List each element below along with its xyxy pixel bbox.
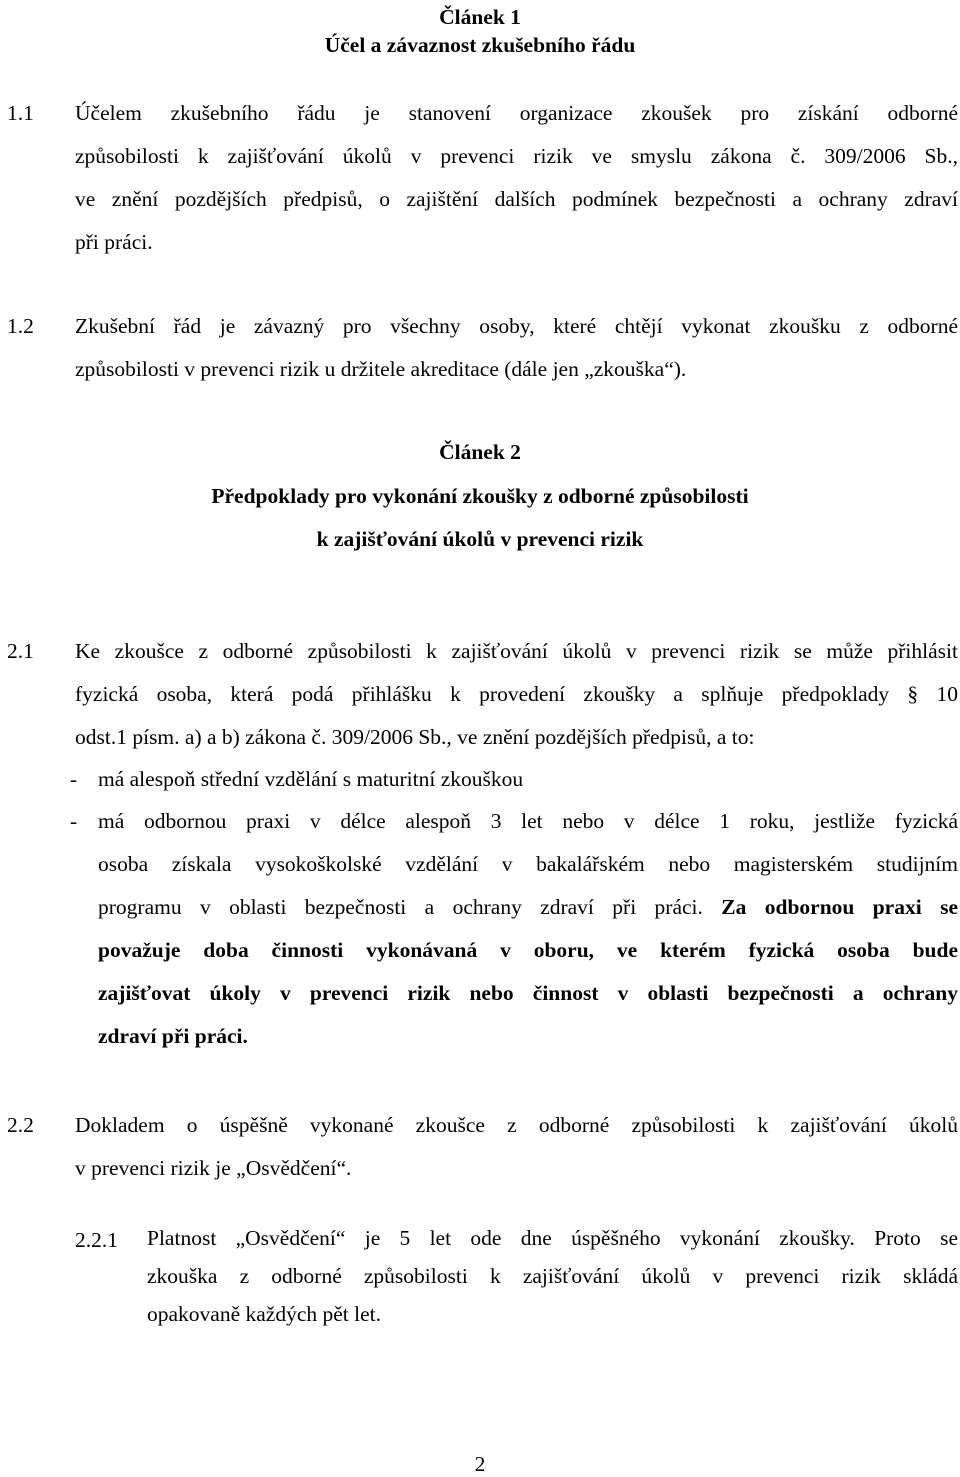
- paragraph-line: zkouška z odborné způsobilosti k zajišťování úkolů v prevenci rizik skládá: [147, 1264, 958, 1288]
- paragraph-line: Platnost „Osvědčení“ je 5 let ode dne úspěšného vykonání zkoušky. Proto se: [147, 1226, 958, 1250]
- paragraph-line: Účelem zkušebního řádu je stanovení organizace zkoušek pro získání odborné: [75, 101, 958, 125]
- bullet-line-bold: považuje doba činnosti vykonávaná v oboru, ve kterém fyzická osoba bude: [98, 938, 958, 962]
- paragraph-1-1: [75, 92, 958, 264]
- bullet-item-2: [98, 800, 958, 1058]
- bullet-dash: -: [70, 767, 78, 791]
- bullet-item-1: [98, 758, 958, 801]
- paragraph-line: Dokladem o úspěšně vykonané zkoušce z odborné způsobilosti k zajišťování úkolů: [75, 1113, 958, 1137]
- paragraph-line: opakovaně každých pět let.: [147, 1302, 382, 1326]
- paragraph-line: Ke zkoušce z odborné způsobilosti k zajišťování úkolů v prevenci rizik se může přihlásit: [75, 639, 958, 663]
- paragraph-2-2-1: [147, 1219, 958, 1333]
- paragraph-line: způsobilosti k zajišťování úkolů v prevenci rizik ve smyslu zákona č. 309/2006 Sb.,: [75, 144, 958, 168]
- paragraph-1-1-number: 1.1: [7, 101, 34, 125]
- paragraph-2-2-number: 2.2: [7, 1113, 34, 1137]
- paragraph-line: Zkušební řád je závazný pro všechny osoby, které chtějí vykonat zkoušku z odborné: [75, 314, 958, 338]
- bullet-line-bold: zdraví při práci.: [98, 1024, 248, 1048]
- bullet-line-bold: Za odbornou praxi se: [721, 895, 958, 919]
- bullet-line: má odbornou praxi v délce alespoň 3 let nebo v délce 1 roku, jestliže fyzická: [98, 809, 958, 833]
- paragraph-line: ve znění pozdějších předpisů, o zajištění dalších podmínek bezpečnosti a ochrany zdraví: [75, 187, 958, 211]
- bullet-dash: -: [70, 809, 78, 833]
- paragraph-line: v prevenci rizik je „Osvědčení“.: [75, 1156, 352, 1180]
- bullet-text: má alespoň střední vzdělání s maturitní zkouškou: [98, 767, 524, 791]
- article-1-subtitle: Účel a závaznost zkušebního řádu: [324, 33, 636, 57]
- bullet-line-mixed: [98, 886, 958, 929]
- paragraph-2-1: [75, 630, 958, 759]
- paragraph-line: fyzická osoba, která podá přihlášku k provedení zkoušky a splňuje předpoklady § 10: [75, 682, 958, 706]
- bullet-line: osoba získala vysokoškolské vzdělání v bakalářském nebo magisterském studijním: [98, 852, 958, 876]
- paragraph-1-2-number: 1.2: [7, 314, 34, 338]
- article-1-title: Článek 1: [439, 5, 521, 29]
- paragraph-line: odst.1 písm. a) a b) zákona č. 309/2006 Sb., ve znění pozdějších předpisů, a to:: [75, 725, 755, 749]
- paragraph-2-2-1-number: 2.2.1: [75, 1228, 118, 1252]
- article-2-title: Článek 2: [439, 440, 521, 464]
- paragraph-2-1-number: 2.1: [7, 639, 34, 663]
- page-number: 2: [474, 1452, 486, 1476]
- article-2-subtitle-line-2: k zajišťování úkolů v prevenci rizik: [316, 527, 644, 551]
- paragraph-line: způsobilosti v prevenci rizik u držitele akreditace (dále jen „zkouška“).: [75, 357, 687, 381]
- bullet-line-normal: programu v oblasti bezpečnosti a ochrany zdraví při práci.: [98, 895, 703, 919]
- paragraph-2-2: [75, 1104, 958, 1190]
- bullet-line-bold: zajišťovat úkoly v prevenci rizik nebo činnost v oblasti bezpečnosti a ochrany: [98, 981, 958, 1005]
- paragraph-line: při práci.: [75, 230, 153, 254]
- paragraph-1-2: [75, 305, 958, 391]
- article-2-subtitle-line-1: Předpoklady pro vykonání zkoušky z odborné způsobilosti: [211, 484, 749, 508]
